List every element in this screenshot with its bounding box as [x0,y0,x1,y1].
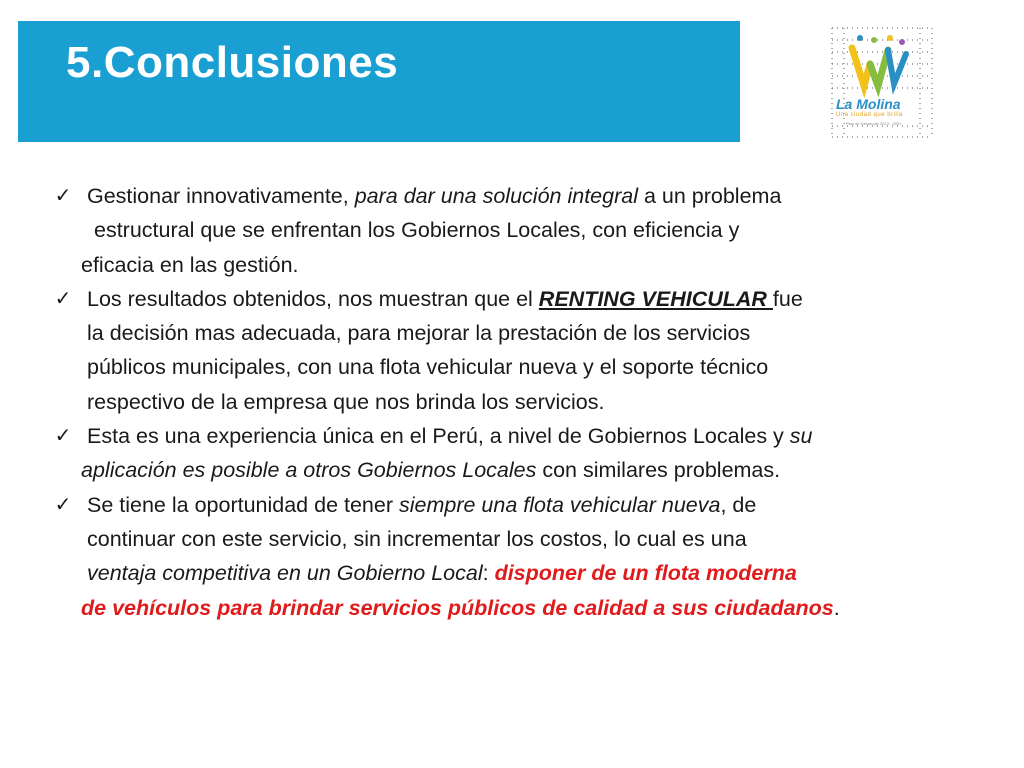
page-title: 5.Conclusiones [66,38,399,87]
list-item: ✓ Los resultados obtenidos, nos muestran que el RENTING VEHICULAR fue la decisión mas adecuada, para mejorar la prestación de los servicios públicos municipales, con una flota vehicular nueva y el soporte técnico respectivo de la empresa que nos brinda los servicios. [50,282,980,419]
checkmark-icon: ✓ [54,493,72,516]
logo-plan: Plan de Desarrollo 2013 - 2021 [846,121,902,126]
logo-name: La Molina [836,96,901,112]
list-item: ✓ Gestionar innovativamente, para dar una solución integral a un problema estructural que se enfrentan los Gobiernos Locales, con eficiencia y eficacia en las gestión. [50,179,980,282]
renting-highlight: RENTING VEHICULAR [538,286,773,311]
list-item: ✓ Se tiene la oportunidad de tener siempre una flota vehicular nueva, de continuar con este servicio, sin incrementar los costos, lo cual es una ventaja competitiva en un Gobierno Local: disponer de un flota moderna de vehículos para brindar servicios públicos de calidad a sus ciudadanos. [50,488,980,625]
checkmark-icon: ✓ [54,425,72,448]
checkmark-icon: ✓ [54,185,72,207]
list-item: ✓ Esta es una experiencia única en el Perú, a nivel de Gobiernos Locales y su aplicación es posible a otros Gobiernos Locales con similares problemas. [50,419,980,488]
conclusions-list [50,179,980,625]
logo-tagline: Una ciudad que brilla [836,112,903,118]
la-molina-logo [830,26,934,139]
checkmark-icon: ✓ [54,287,72,310]
